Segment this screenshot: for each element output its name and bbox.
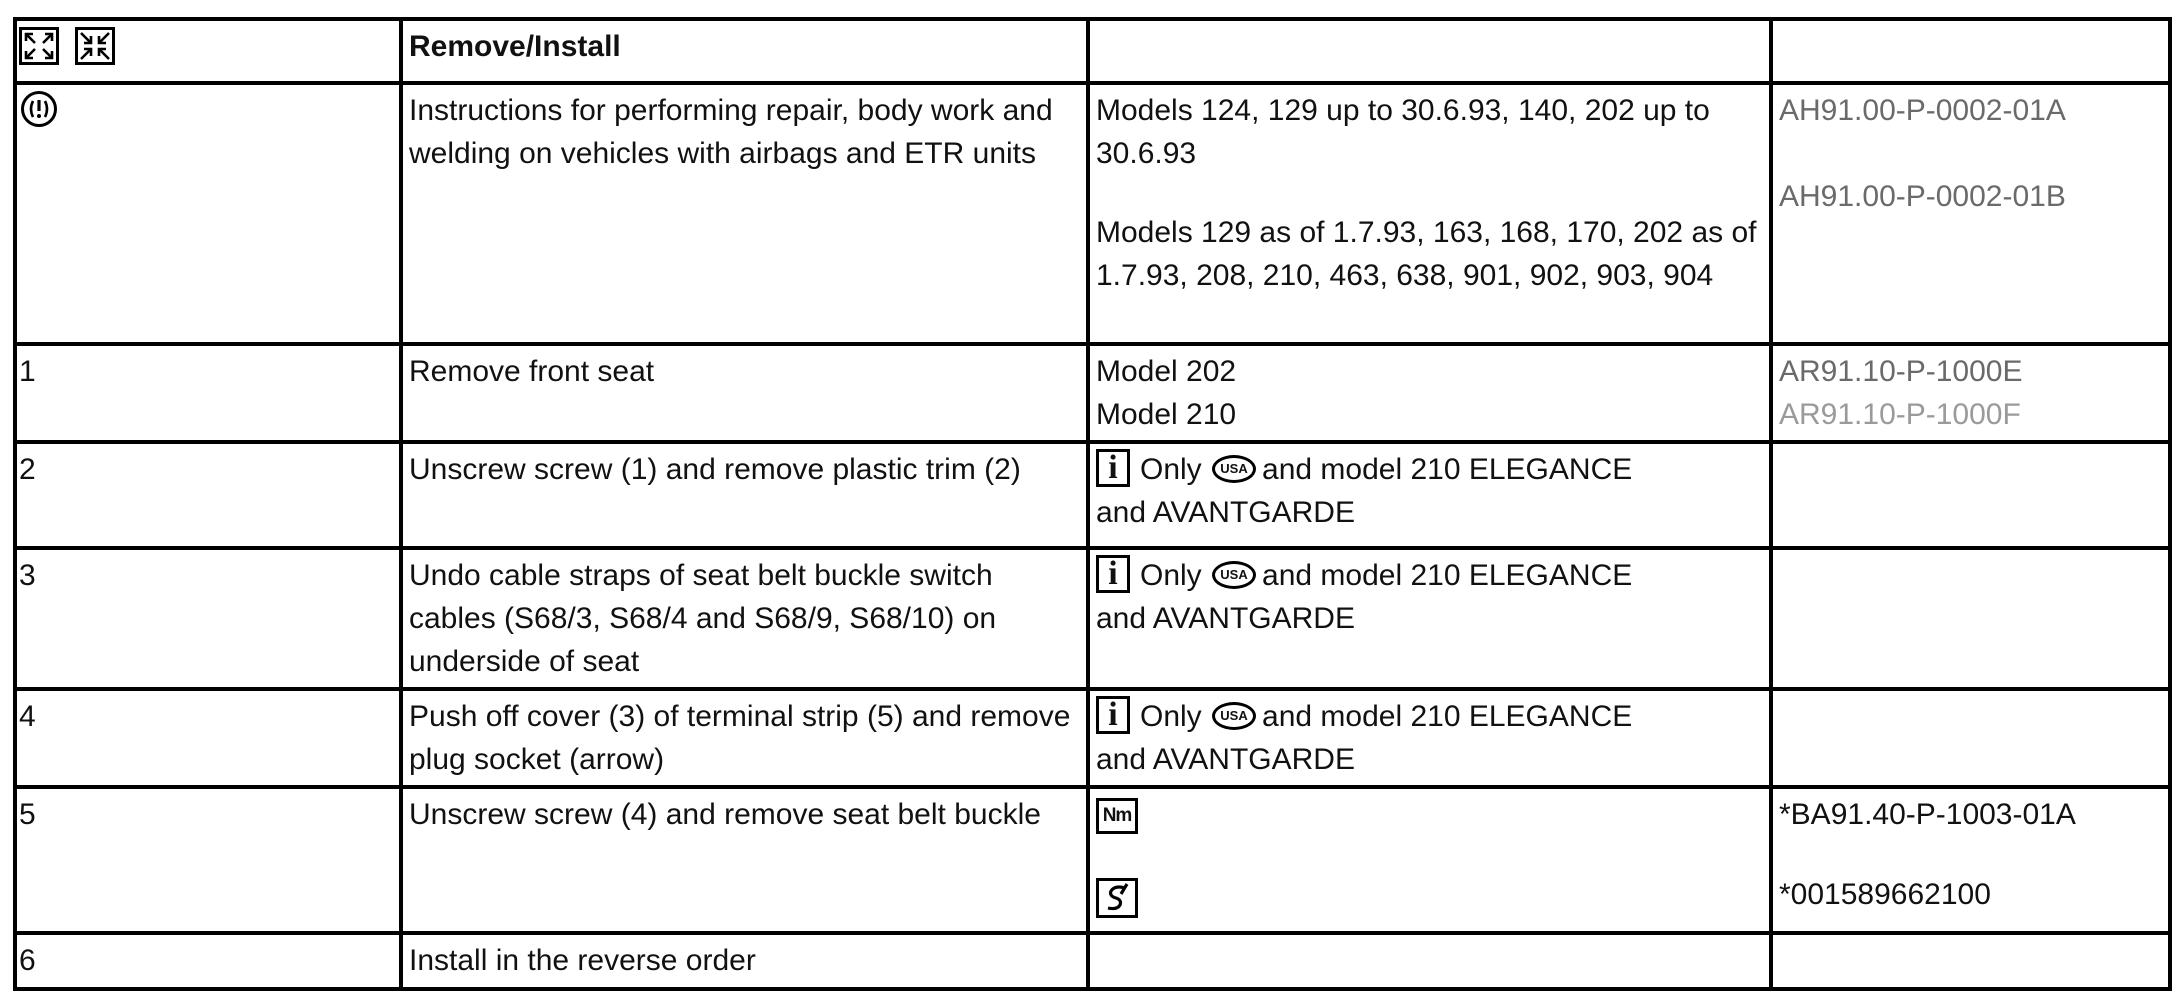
warning-note-2: Models 129 as of 1.7.93, 163, 168, 170, 202 as of 1.7.93, 208, 210, 463, 638, 901, 902, 903, 904: [1096, 216, 1757, 292]
info-icon[interactable]: i: [1096, 449, 1130, 487]
header-row: [17, 21, 2172, 85]
step-row: [17, 789, 2172, 935]
header-icons-cell: [17, 21, 403, 85]
step-text: Undo cable straps of seat belt buckle switch cables (S68/3, S68/4 and S68/9, S68/10) on underside of seat: [403, 550, 1090, 691]
step-number: 2: [17, 444, 403, 550]
note-text: and AVANTGARDE: [1096, 743, 1355, 776]
step-text: Remove front seat: [403, 346, 1090, 444]
step-number: 4: [17, 691, 403, 789]
header-empty-cell: [1090, 21, 1773, 85]
step-note-cell: [1090, 444, 1773, 550]
usa-badge-icon: USA: [1212, 561, 1256, 589]
torque-ref-link[interactable]: *BA91.40-P-1003-01A: [1779, 798, 2076, 831]
step-text: Install in the reverse order: [403, 935, 1090, 991]
step-refs-cell: [1773, 935, 2172, 991]
step-row: [17, 935, 2172, 991]
doc-ref-link[interactable]: AR91.10-P-1000F: [1779, 398, 2021, 431]
warning-refs-cell: [1773, 85, 2172, 346]
note-text: and model 210 ELEGANCE: [1262, 453, 1633, 486]
expand-all-icon[interactable]: [19, 27, 59, 65]
step-row: [17, 444, 2172, 550]
step-refs-cell: [1773, 346, 2172, 444]
note-text: and model 210 ELEGANCE: [1262, 559, 1633, 592]
info-icon[interactable]: i: [1096, 696, 1130, 734]
step-row: [17, 346, 2172, 444]
step-note-cell: [1090, 935, 1773, 991]
step-refs-cell: [1773, 789, 2172, 935]
note-text: and AVANTGARDE: [1096, 496, 1355, 529]
step-number: 6: [17, 935, 403, 991]
warning-icon: [21, 91, 57, 127]
usa-badge-icon: USA: [1212, 702, 1256, 730]
step-note-cell: [1090, 789, 1773, 935]
warning-icon-cell: [17, 85, 403, 346]
special-tool-icon[interactable]: [1096, 878, 1138, 918]
step-text: Unscrew screw (1) and remove plastic trim (2): [403, 444, 1090, 550]
note-text: and AVANTGARDE: [1096, 602, 1355, 635]
warning-note-1: Models 124, 129 up to 30.6.93, 140, 202 up to 30.6.93: [1096, 94, 1710, 170]
model-label: Model 202: [1096, 355, 1237, 388]
step-note-cell: [1090, 691, 1773, 789]
step-note: [1096, 448, 1763, 491]
note-text: and model 210 ELEGANCE: [1262, 700, 1633, 733]
header-title: Remove/Install: [403, 21, 1090, 85]
torque-nm-icon[interactable]: Nm: [1096, 798, 1138, 834]
step-refs-cell: [1773, 550, 2172, 691]
step-note-cell: [1090, 550, 1773, 691]
header-empty-cell: [1773, 21, 2172, 85]
model-label: Model 210: [1096, 398, 1237, 431]
note-text: Only: [1140, 559, 1202, 592]
step-refs-cell: [1773, 444, 2172, 550]
collapse-all-icon[interactable]: [75, 27, 115, 65]
step-note-cell: [1090, 346, 1773, 444]
info-icon[interactable]: i: [1096, 555, 1130, 593]
step-note: [1096, 695, 1763, 738]
tool-ref-link[interactable]: *001589662100: [1779, 878, 1991, 911]
doc-ref-link[interactable]: AH91.00-P-0002-01A: [1779, 94, 2066, 127]
warning-row: [17, 85, 2172, 346]
step-number: 5: [17, 789, 403, 935]
step-number: 1: [17, 346, 403, 444]
step-number: 3: [17, 550, 403, 691]
step-text: Unscrew screw (4) and remove seat belt buckle: [403, 789, 1090, 935]
usa-badge-icon: USA: [1212, 455, 1256, 483]
warning-notes-cell: [1090, 85, 1773, 346]
step-refs-cell: [1773, 691, 2172, 789]
step-row: [17, 550, 2172, 691]
doc-ref-link[interactable]: AR91.10-P-1000E: [1779, 355, 2023, 388]
warning-step-text: Instructions for performing repair, body work and welding on vehicles with airbags and ETR units: [403, 85, 1090, 346]
note-text: Only: [1140, 700, 1202, 733]
note-text: Only: [1140, 453, 1202, 486]
step-row: [17, 691, 2172, 789]
doc-ref-link[interactable]: AH91.00-P-0002-01B: [1779, 180, 2066, 213]
step-text: Push off cover (3) of terminal strip (5) and remove plug socket (arrow): [403, 691, 1090, 789]
step-note: [1096, 554, 1763, 597]
procedure-table: [13, 17, 2172, 991]
